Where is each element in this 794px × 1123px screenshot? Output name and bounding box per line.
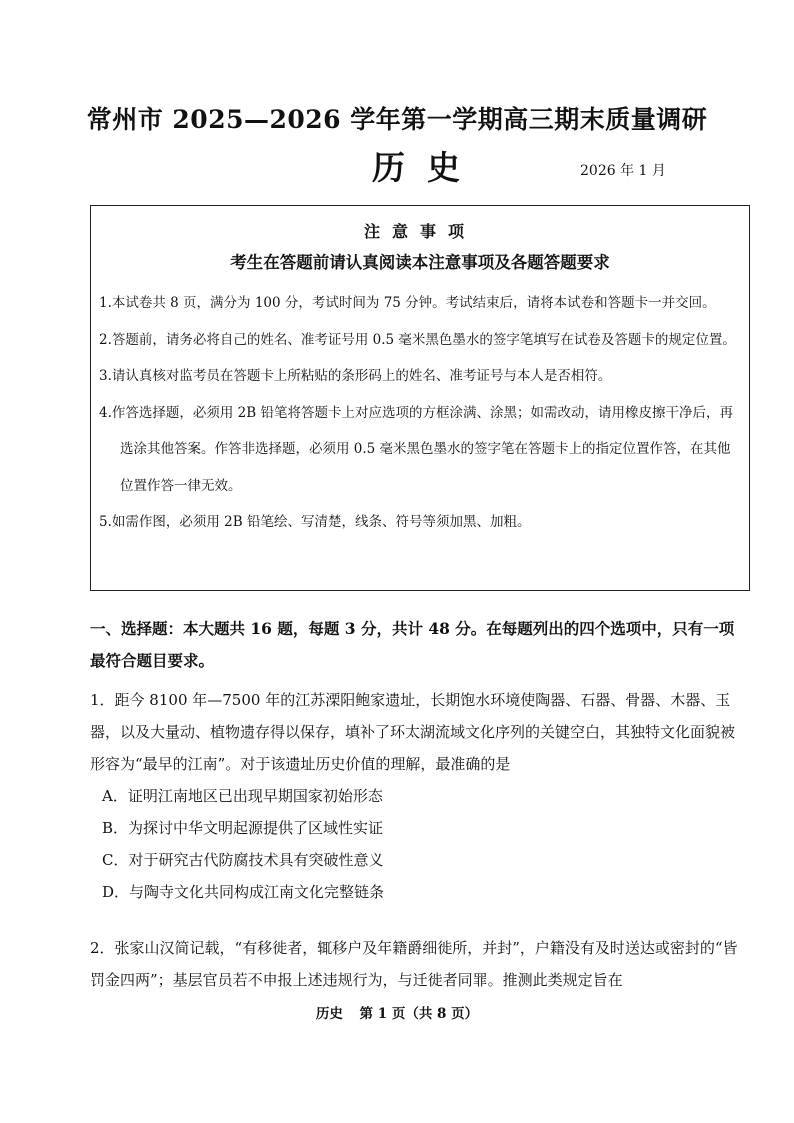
notice-box: [90, 205, 750, 591]
footer-page-number: 第 1 页（共 8 页）: [359, 1006, 479, 1022]
question-stem: 1．距今 8100 年—7500 年的江苏溧阳鲍家遗址，长期饱水环境使陶器、石器、骨器、木器、玉器，以及大量动、植物遗存得以保存，填补了环太湖流域文化序列的关键空白，其独特文化面貌被形容为“最早的江南”。对于该遗址历史价值的理解，最准确的是: [90, 691, 736, 773]
page-footer: [0, 1002, 794, 1022]
notice-item: 1.本试卷共 8 页，满分为 100 分，考试时间为 75 分钟。考试结束后，请将本试卷和答题卡一并交回。: [99, 295, 716, 311]
question-stem: 2．张家山汉简记载，“有移徙者，辄移户及年籍爵细徙所，并封”，户籍没有及时送达或密封的“皆罚金四两”；基层官员若不申报上述违规行为，与迁徙者同罪。推测此类规定旨在: [90, 939, 738, 989]
exam-title: 常州市 2025—2026 学年第一学期高三期末质量调研: [86, 105, 708, 134]
footer-subject: 历史: [315, 1006, 343, 1022]
notice-item: 3.请认真核对监考员在答题卡上所粘贴的条形码上的姓名、准考证号与本人是否相符。: [99, 368, 612, 384]
notice-item: 5.如需作图，必须用 2B 铅笔绘、写清楚，线条、符号等须加黑、加粗。: [99, 514, 531, 530]
option-d: D．与陶寺文化共同构成江南文化完整链条: [102, 883, 385, 901]
question-2: [90, 932, 746, 996]
notice-heading: 注意事项: [363, 222, 476, 241]
notice-subheading: 考生在答题前请认真阅读本注意事项及各题答题要求: [230, 253, 610, 272]
question-1: [90, 684, 746, 908]
option-c: C．对于研究古代防腐技术具有突破性意义: [102, 851, 384, 869]
option-b: B．为探讨中华文明起源提供了区域性实证: [102, 819, 384, 837]
notice-item: 4.作答选择题，必须用 2B 铅笔将答题卡上对应选项的方框涂满、涂黑；如需改动，请用橡皮擦干净后，再选涂其他答案。作答非选择题，必须用 0.5 毫米黑色墨水的签字笔在答题卡上的指定位置作答，在其他位置作答一律无效。: [99, 404, 733, 494]
exam-date: 2026 年 1 月: [580, 163, 666, 179]
subject-title: 历史: [372, 148, 482, 187]
option-a: A．证明江南地区已出现早期国家初始形态: [102, 787, 383, 805]
section-heading: 一、选择题：本大题共 16 题，每题 3 分，共计 48 分。在每题列出的四个选项中，只有一项最符合题目要求。: [90, 619, 735, 670]
notice-item: 2.答题前，请务必将自己的姓名、准考证号用 0.5 毫米黑色墨水的签字笔填写在试卷及答题卡的规定位置。: [99, 331, 736, 348]
notice-list: [99, 285, 739, 541]
